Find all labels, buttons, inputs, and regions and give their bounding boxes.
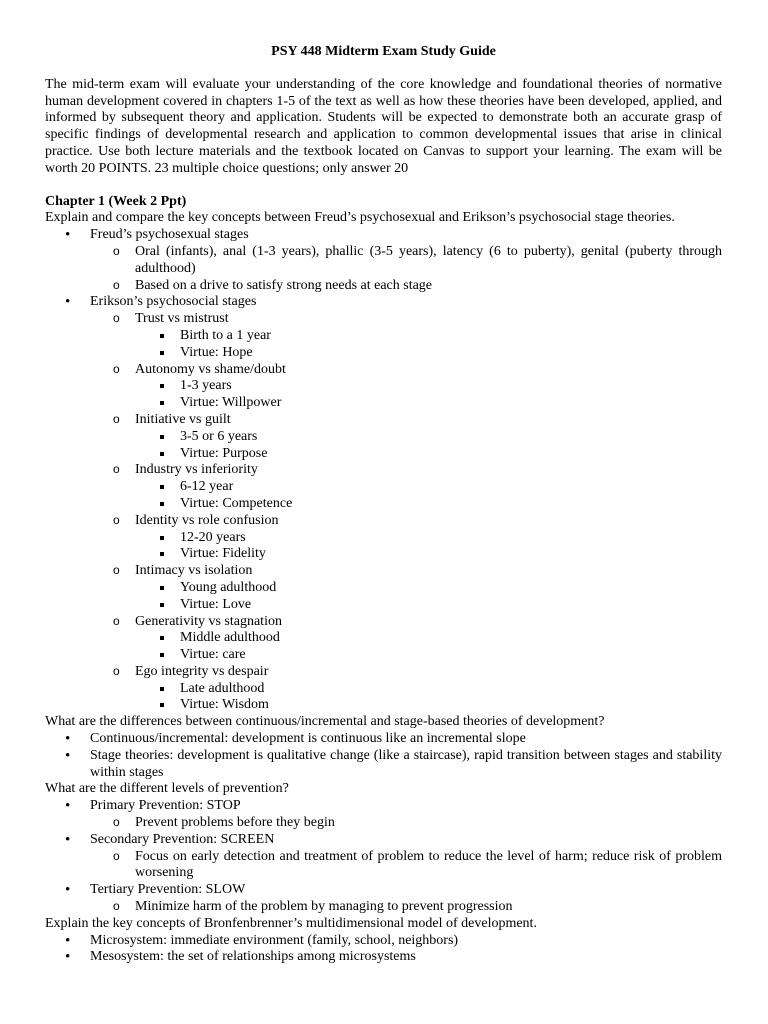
erikson-stage — [90, 412, 722, 462]
prevention-detail-list — [90, 849, 722, 883]
stage-name: Intimacy vs isolation — [135, 563, 253, 579]
question-freud-erikson: Explain and compare the key concepts between Freud’s psychosexual and Erikson’s psychosocial stage theories. — [45, 210, 675, 226]
stage-details — [135, 530, 722, 564]
stage-virtue: Virtue: Willpower — [135, 395, 722, 412]
stage-name: Identity vs role confusion — [135, 512, 279, 528]
prevention-detail: o Minimize harm of the problem by managing to prevent progression — [90, 899, 722, 916]
erikson-stage — [90, 311, 722, 361]
stage-name: Industry vs inferiority — [135, 462, 258, 478]
question-bronfenbrenner: Explain the key concepts of Bronfenbrenner’s multidimensional model of development. — [45, 915, 537, 931]
stage-virtue: Virtue: Competence — [135, 496, 722, 513]
list-item: • Microsystem: immediate environment (family, school, neighbors) — [45, 933, 722, 950]
prevention-label: Tertiary Prevention: SLOW — [90, 882, 246, 898]
stage-details — [135, 479, 722, 513]
erikson-stage — [90, 362, 722, 412]
stage-virtue: Virtue: Fidelity — [135, 546, 722, 563]
chapter-1-heading: Chapter 1 (Week 2 Ppt) — [45, 193, 187, 209]
question-continuous-vs-stage: What are the differences between continuous/incremental and stage-based theories of development? — [45, 714, 605, 730]
stage-age: Birth to a 1 year — [135, 328, 722, 345]
stage-details — [135, 429, 722, 463]
stage-age: 1-3 years — [135, 378, 722, 395]
prevention-detail: o Focus on early detection and treatment of problem to reduce the level of harm; reduce risk of problem worsening — [90, 849, 722, 883]
prevention-item — [45, 798, 722, 832]
theories-list — [45, 227, 722, 714]
stage-age: Middle adulthood — [135, 630, 722, 647]
stage-details — [135, 328, 722, 362]
list-item: • Continuous/incremental: development is continuous like an incremental slope — [45, 731, 722, 748]
stage-virtue: Virtue: Purpose — [135, 446, 722, 463]
erikson-stage — [90, 664, 722, 714]
stage-age: 12-20 years — [135, 530, 722, 547]
stage-virtue: Virtue: Hope — [135, 345, 722, 362]
stage-details — [135, 580, 722, 614]
stage-virtue: Virtue: Love — [135, 597, 722, 614]
stage-details — [135, 681, 722, 715]
list-item: o Based on a drive to satisfy strong needs at each stage — [90, 278, 722, 295]
document-title: PSY 448 Midterm Exam Study Guide — [271, 44, 496, 59]
freud-stages-list — [90, 244, 722, 294]
prevention-item — [45, 832, 722, 882]
prevention-list — [45, 798, 722, 916]
stage-name: Generativity vs stagnation — [135, 613, 282, 629]
stage-virtue: Virtue: care — [135, 647, 722, 664]
list-item: • Mesosystem: the set of relationships among microsystems — [45, 949, 722, 966]
prevention-detail-list — [90, 815, 722, 832]
erikson-stage — [90, 563, 722, 613]
stage-age: 3-5 or 6 years — [135, 429, 722, 446]
erikson-stage — [90, 513, 722, 563]
stage-name: Initiative vs guilt — [135, 411, 231, 427]
stage-age: Late adulthood — [135, 681, 722, 698]
list-item — [45, 294, 722, 714]
prevention-item — [45, 882, 722, 916]
list-item: o Oral (infants), anal (1-3 years), phallic (3-5 years), latency (6 to puberty), genital (puberty through adulthood) — [90, 244, 722, 278]
erikson-label: Erikson’s psychosocial stages — [90, 294, 257, 310]
list-item — [45, 227, 722, 294]
question-prevention-levels: What are the different levels of prevention? — [45, 781, 289, 797]
list-item: • Stage theories: development is qualitative change (like a staircase), rapid transition between stages and stability within stages — [45, 748, 722, 782]
prevention-detail: o Prevent problems before they begin — [90, 815, 722, 832]
stage-age: Young adulthood — [135, 580, 722, 597]
freud-label: Freud’s psychosexual stages — [90, 227, 249, 243]
erikson-stage — [90, 462, 722, 512]
stage-name: Trust vs mistrust — [135, 311, 229, 327]
stage-age: 6-12 year — [135, 479, 722, 496]
prevention-label: Primary Prevention: STOP — [90, 798, 241, 814]
erikson-stage — [90, 614, 722, 664]
bronfenbrenner-list — [45, 933, 722, 967]
intro-paragraph: The mid-term exam will evaluate your understanding of the core knowledge and foundational theories of normative human development covered in chapters 1-5 of the text as well as how these theories have been developed, applied, and informed by subsequent theory and application. Students will be expected to demonstrate both an accurate grasp of specific findings of developmental research and application to common developmental issues that arise in clinical practice. Use both lecture materials and the textbook located on Canvas to support your learning. The exam will be worth 20 POINTS. 23 multiple choice questions; only answer 20 — [45, 76, 722, 176]
continuous-vs-stage-list — [45, 731, 722, 781]
stage-name: Autonomy vs shame/doubt — [135, 361, 286, 377]
erikson-stages-list — [90, 311, 722, 714]
prevention-detail-list — [90, 899, 722, 916]
stage-details — [135, 378, 722, 412]
prevention-label: Secondary Prevention: SCREEN — [90, 831, 275, 847]
stage-virtue: Virtue: Wisdom — [135, 697, 722, 714]
stage-name: Ego integrity vs despair — [135, 663, 269, 679]
stage-details — [135, 630, 722, 664]
